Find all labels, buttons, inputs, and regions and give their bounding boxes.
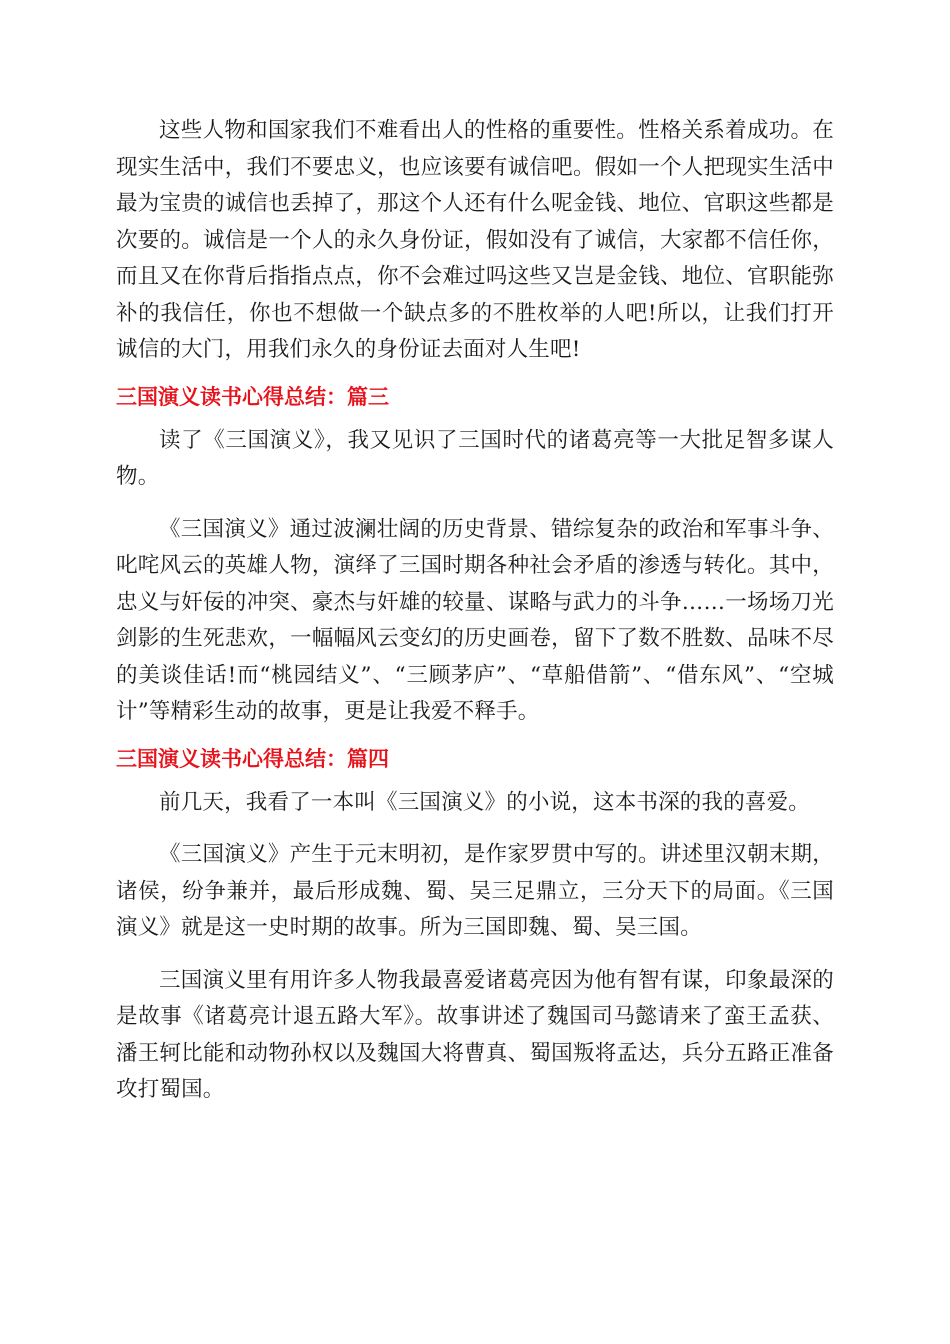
body-paragraph: 三国演义里有用许多人物我最喜爱诸葛亮因为他有智有谋，印象最深的是故事《诸葛亮计退五路大军》。故事讲述了魏国司马懿请来了蛮王孟获、潘王轲比能和动物孙权以及魏国大将曹真、蜀国叛将孟达，兵分五路正准备攻打蜀国。: [116, 967, 834, 1102]
section-heading-3: 三国演义读书心得总结：篇三: [116, 384, 389, 409]
body-paragraph: 读了《三国演义》，我又见识了三国时代的诸葛亮等一大批足智多谋人物。: [116, 427, 834, 489]
body-paragraph: 前几天，我看了一本叫《三国演义》的小说，这本书深的我的喜爱。: [159, 789, 811, 815]
body-paragraph: 《三国演义》通过波澜壮阔的历史背景、错综复杂的政治和军事斗争、叱咤风云的英雄人物，演绎了三国时期各种社会矛盾的渗透与转化。其中，忠义与奸佞的冲突、豪杰与奸雄的较量、谋略与武力的斗争……一场场刀光剑影的生死悲欢，一幅幅风云变幻的历史画卷，留下了数不胜数、品味不尽的美谈佳话!而“桃园结义”、“三顾茅庐”、“草船借箭”、“借东风”、“空城计”等精彩生动的故事，更是让我爱不释手。: [116, 516, 834, 724]
section-heading-4: 三国演义读书心得总结：篇四: [116, 746, 389, 771]
document-page: [116, 113, 834, 1109]
body-paragraph: 这些人物和国家我们不难看出人的性格的重要性。性格关系着成功。在现实生活中，我们不要忠义，也应该要有诚信吧。假如一个人把现实生活中最为宝贵的诚信也丢掉了，那这个人还有什么呢金钱、地位、官职这些都是次要的。诚信是一个人的永久身份证，假如没有了诚信，大家都不信任你，而且又在你背后指指点点，你不会难过吗这些又岂是金钱、地位、官职能弥补的我信任，你也不想做一个缺点多的不胜枚举的人吧!所以，让我们打开诚信的大门，用我们永久的身份证去面对人生吧!: [116, 118, 834, 362]
body-paragraph: 《三国演义》产生于元末明初，是作家罗贯中写的。讲述里汉朝末期，诸侯，纷争兼并，最后形成魏、蜀、吴三足鼎立，三分天下的局面。《三国演义》就是这一史时期的故事。所为三国即魏、蜀、吴三国。: [116, 842, 834, 940]
